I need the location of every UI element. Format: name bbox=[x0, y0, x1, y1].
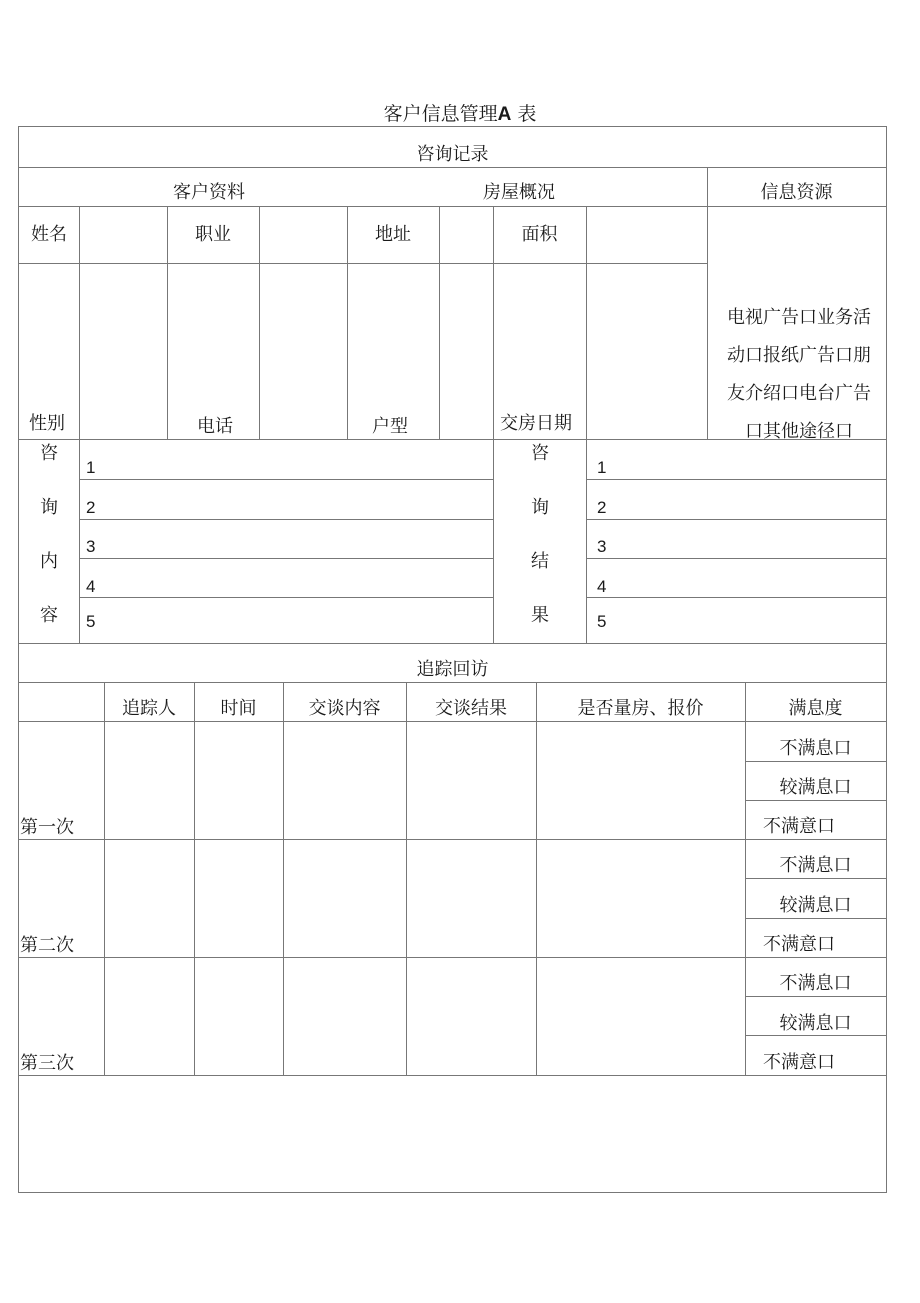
column-talk-content: 交谈内容 bbox=[308, 698, 381, 719]
result-row-number: 1 bbox=[597, 458, 607, 477]
consult-result-label: 咨 询 结 果 bbox=[531, 443, 549, 626]
satisfaction-option: 较满息口 bbox=[779, 1013, 852, 1034]
visit-label: 第二次 bbox=[20, 935, 74, 956]
phone-label: 电话 bbox=[197, 416, 233, 437]
content-row-number: 2 bbox=[86, 498, 96, 517]
page-title: 客户信息管理A 表 bbox=[383, 103, 537, 125]
column-talk-result: 交谈结果 bbox=[435, 698, 507, 719]
satisfaction-option: 较满息口 bbox=[779, 895, 852, 916]
satisfaction-option: 较满息口 bbox=[779, 777, 852, 798]
house-info-header: 房屋概况 bbox=[483, 182, 555, 203]
satisfaction-option: 不满意口 bbox=[763, 816, 835, 837]
result-row-number: 4 bbox=[597, 577, 607, 596]
column-measure-quote: 是否量房、报价 bbox=[577, 698, 704, 719]
occupation-label: 职业 bbox=[195, 224, 231, 245]
customer-info-header: 客户资料 bbox=[173, 182, 245, 203]
info-source-header: 信息资源 bbox=[760, 182, 833, 203]
consult-record-header: 咨询记录 bbox=[416, 144, 489, 165]
consult-content-label: 咨 询 内 容 bbox=[40, 443, 58, 626]
customer-form-table bbox=[18, 126, 887, 1193]
result-row-number: 2 bbox=[597, 498, 607, 517]
satisfaction-option: 不满息口 bbox=[779, 738, 852, 759]
delivery-date-label: 交房日期 bbox=[500, 413, 572, 434]
info-source-options: 电视广告口业务活 动口报纸广告口朋 友介绍口电台广告 口其他途径口 bbox=[727, 307, 871, 442]
satisfaction-option: 不满意口 bbox=[763, 1052, 835, 1073]
satisfaction-option: 不满意口 bbox=[763, 934, 835, 955]
content-row-number: 5 bbox=[86, 612, 96, 631]
layout-label: 户型 bbox=[372, 416, 408, 437]
content-row-number: 3 bbox=[86, 537, 96, 556]
satisfaction-option: 不满息口 bbox=[779, 855, 852, 876]
gender-label: 性别 bbox=[29, 413, 65, 434]
column-time: 时间 bbox=[220, 698, 257, 719]
name-label: 姓名 bbox=[31, 224, 67, 245]
tracking-header: 追踪回访 bbox=[416, 659, 489, 680]
visit-label: 第一次 bbox=[20, 817, 74, 838]
satisfaction-option: 不满息口 bbox=[779, 973, 852, 994]
column-satisfaction: 满息度 bbox=[788, 698, 843, 719]
visit-label: 第三次 bbox=[20, 1053, 74, 1074]
column-tracker: 追踪人 bbox=[122, 698, 176, 719]
result-row-number: 3 bbox=[597, 537, 607, 556]
content-row-number: 1 bbox=[86, 458, 96, 477]
content-row-number: 4 bbox=[86, 577, 96, 596]
area-label: 面积 bbox=[521, 224, 558, 245]
result-row-number: 5 bbox=[597, 612, 607, 631]
address-label: 地址 bbox=[375, 224, 411, 245]
